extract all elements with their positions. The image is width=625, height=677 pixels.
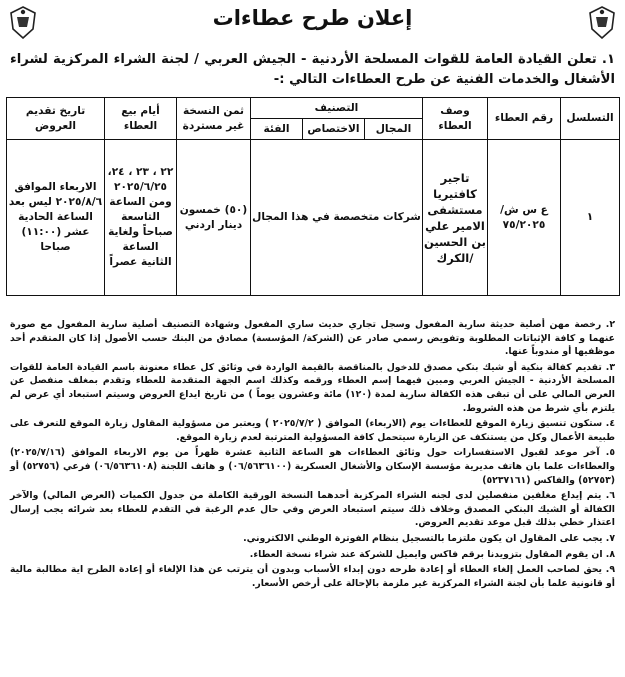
header-category: الفئة [251, 119, 303, 140]
cell-submission-date: الاربعاء الموافق ٢٠٢٥/٨/٦ ليس بعد الساعة الحادية عشر (١١:٠٠) صباحا [7, 140, 105, 296]
intro-paragraph: ١. تعلن القيادة العامة للقوات المسلحة الأردنية - الجيش العربي / لجنة الشراء المركزية لشراء الأشغال والخدمات الفنية عن طرح العطاءات التالي :- [10, 52, 615, 87]
condition-item: ٩. يحق لصاحب العمل إلغاء العطاء أو إعادة طرحه دون إبداء الأسباب وبدون أن يترتب عن هذا الإلغاء أو إعادة الطرح اية مطالبة مالية أو قانونية علما بأن لجنة الشراء المركزية غير ملزمة بالإحالة على أرخص الأسعار. [10, 564, 615, 589]
cell-price: (٥٠) خمسون دينار اردني [177, 140, 251, 296]
condition-item: ٧. يجب على المقاول ان يكون ملتزما بالتسجيل بنظام الفوترة الوطني الالكتروني. [243, 532, 615, 544]
condition-item: ٨. ان يقوم المقاول بتزويدنا برقم فاكس وايميل للشركة عند شراء نسخة العطاء. [249, 548, 615, 560]
page-title: إعلان طرح عطاءات [212, 6, 413, 30]
cell-classification: شركات متخصصة في هذا المجال [251, 140, 423, 296]
cell-sale-days: ٢٢ ، ٢٣ ، ٢٤، ٢٠٢٥/٦/٢٥ ومن الساعة التاسعة صباحاً ولغاية الساعة الثانية عصراً [105, 140, 177, 296]
header-submission-date: تاريخ تقديم العروض [7, 98, 105, 140]
cell-description: تاجير كافتيريا مستشفى الامير علي بن الحسين /الكرك [423, 140, 488, 296]
table-row [7, 140, 620, 296]
condition-item: ٤. ستكون تنسيق زيارة الموقع للعطاءات يوم (الاربعاء) الموافق ( ٢٠٢٥/٧/٢ ) ويعتبر من مسؤولية المقاول زيارة الموقع للتعرف على طبيعة الأعمال وكل من يستنكف عن الزيارة سيتحمل كافة المسؤولية المترتبة لعدم زيارة الموقع. [10, 418, 615, 443]
condition-item: ٢. رخصة مهن أصلية حديثة سارية المفعول وسجل تجاري حديث ساري المفعول وشهادة التصنيف أصلية سارية المفعول مع صورة عنهما و كافة الإثباتات المطلوبة وتفويض رسمي صادر عن (الشركة/ المؤسسة) مصادق من البنك حسب الأصول إذا كان المتقدم أحد موظفيها أو مندوباً عنها. [10, 319, 615, 358]
header-sale-days: أيام بيع العطاء [105, 98, 177, 140]
header-serial: التسلسل [561, 98, 620, 140]
condition-item: ٣. تقديم كفالة بنكية أو شيك بنكي مصدق للدخول بالمناقصة بالقيمة الواردة في وثائق كل عطاء معنونة باسم القيادة العامة للقوات المسلحة الأردنية - الجيش العربي ومبين فيهما إسم العطاء ورقمه وكذلك اسم الجهة المتقدمة للعطاء وتقدم بمغلف منفصل عن العرض المالي على أن تبقى هذه الكفالة سارية لمدة (١٢٠) مائة وعشرون يوماً ) من تاريخ ايداع العروض وسيتم استبعاد أي عرض لم يلتزم بأي شرط من هذه الشروط. [10, 361, 615, 414]
header-classification: التصنيف [251, 98, 423, 119]
tender-table [6, 97, 620, 296]
condition-item: ٦. يتم إيداع مغلفين منفصلين لدى لجنه الشراء المركزية أحدهما النسخة الورقية الكاملة من جدول الكميات (العرض المالي) والآخر الكفالة أو الشيك البنكي المصدق وخلاف ذلك سيتم استبعاد العرض وفي حال عدم الرغبة في التقدم للعطاء بعد شرائه يجب إرسال اعتذار خطي بذلك قبل موعد تقديم العروض. [10, 490, 615, 529]
cell-tender-no: ع س ش/٧٥/٢٠٢٥ [488, 140, 561, 296]
army-emblem-icon [8, 5, 38, 39]
header-field: المجال [365, 119, 423, 140]
header [0, 0, 625, 42]
header-price: ثمن النسخة غير مستردة [177, 98, 251, 140]
header-description: وصف العطاء [423, 98, 488, 140]
condition-item: ٥. آخر موعد لقبول الاستفسارات حول وثائق العطاءات هو الساعة الثانية عشرة ظهراً من يوم الاربعاء الموافق (٢٠٢٥/٧/١٦) والعطاءات علما بان هاتف مديرية مؤسسة الإسكان والأشغال العسكرية (٠٦/٥٦٣٦١٠٠) و هاتف اللجنة (٠٦/٥٦٣٦١٠٨) فرعي (٥٢٧٥٦) أو (٥٢٧٥٣) والفاكس (٥٢٣٧١٦١) [10, 447, 615, 486]
cell-serial: ١ [561, 140, 620, 296]
header-tender-no: رقم العطاء [488, 98, 561, 140]
conditions-list [10, 318, 615, 592]
header-specialty: الاختصاص [303, 119, 365, 140]
